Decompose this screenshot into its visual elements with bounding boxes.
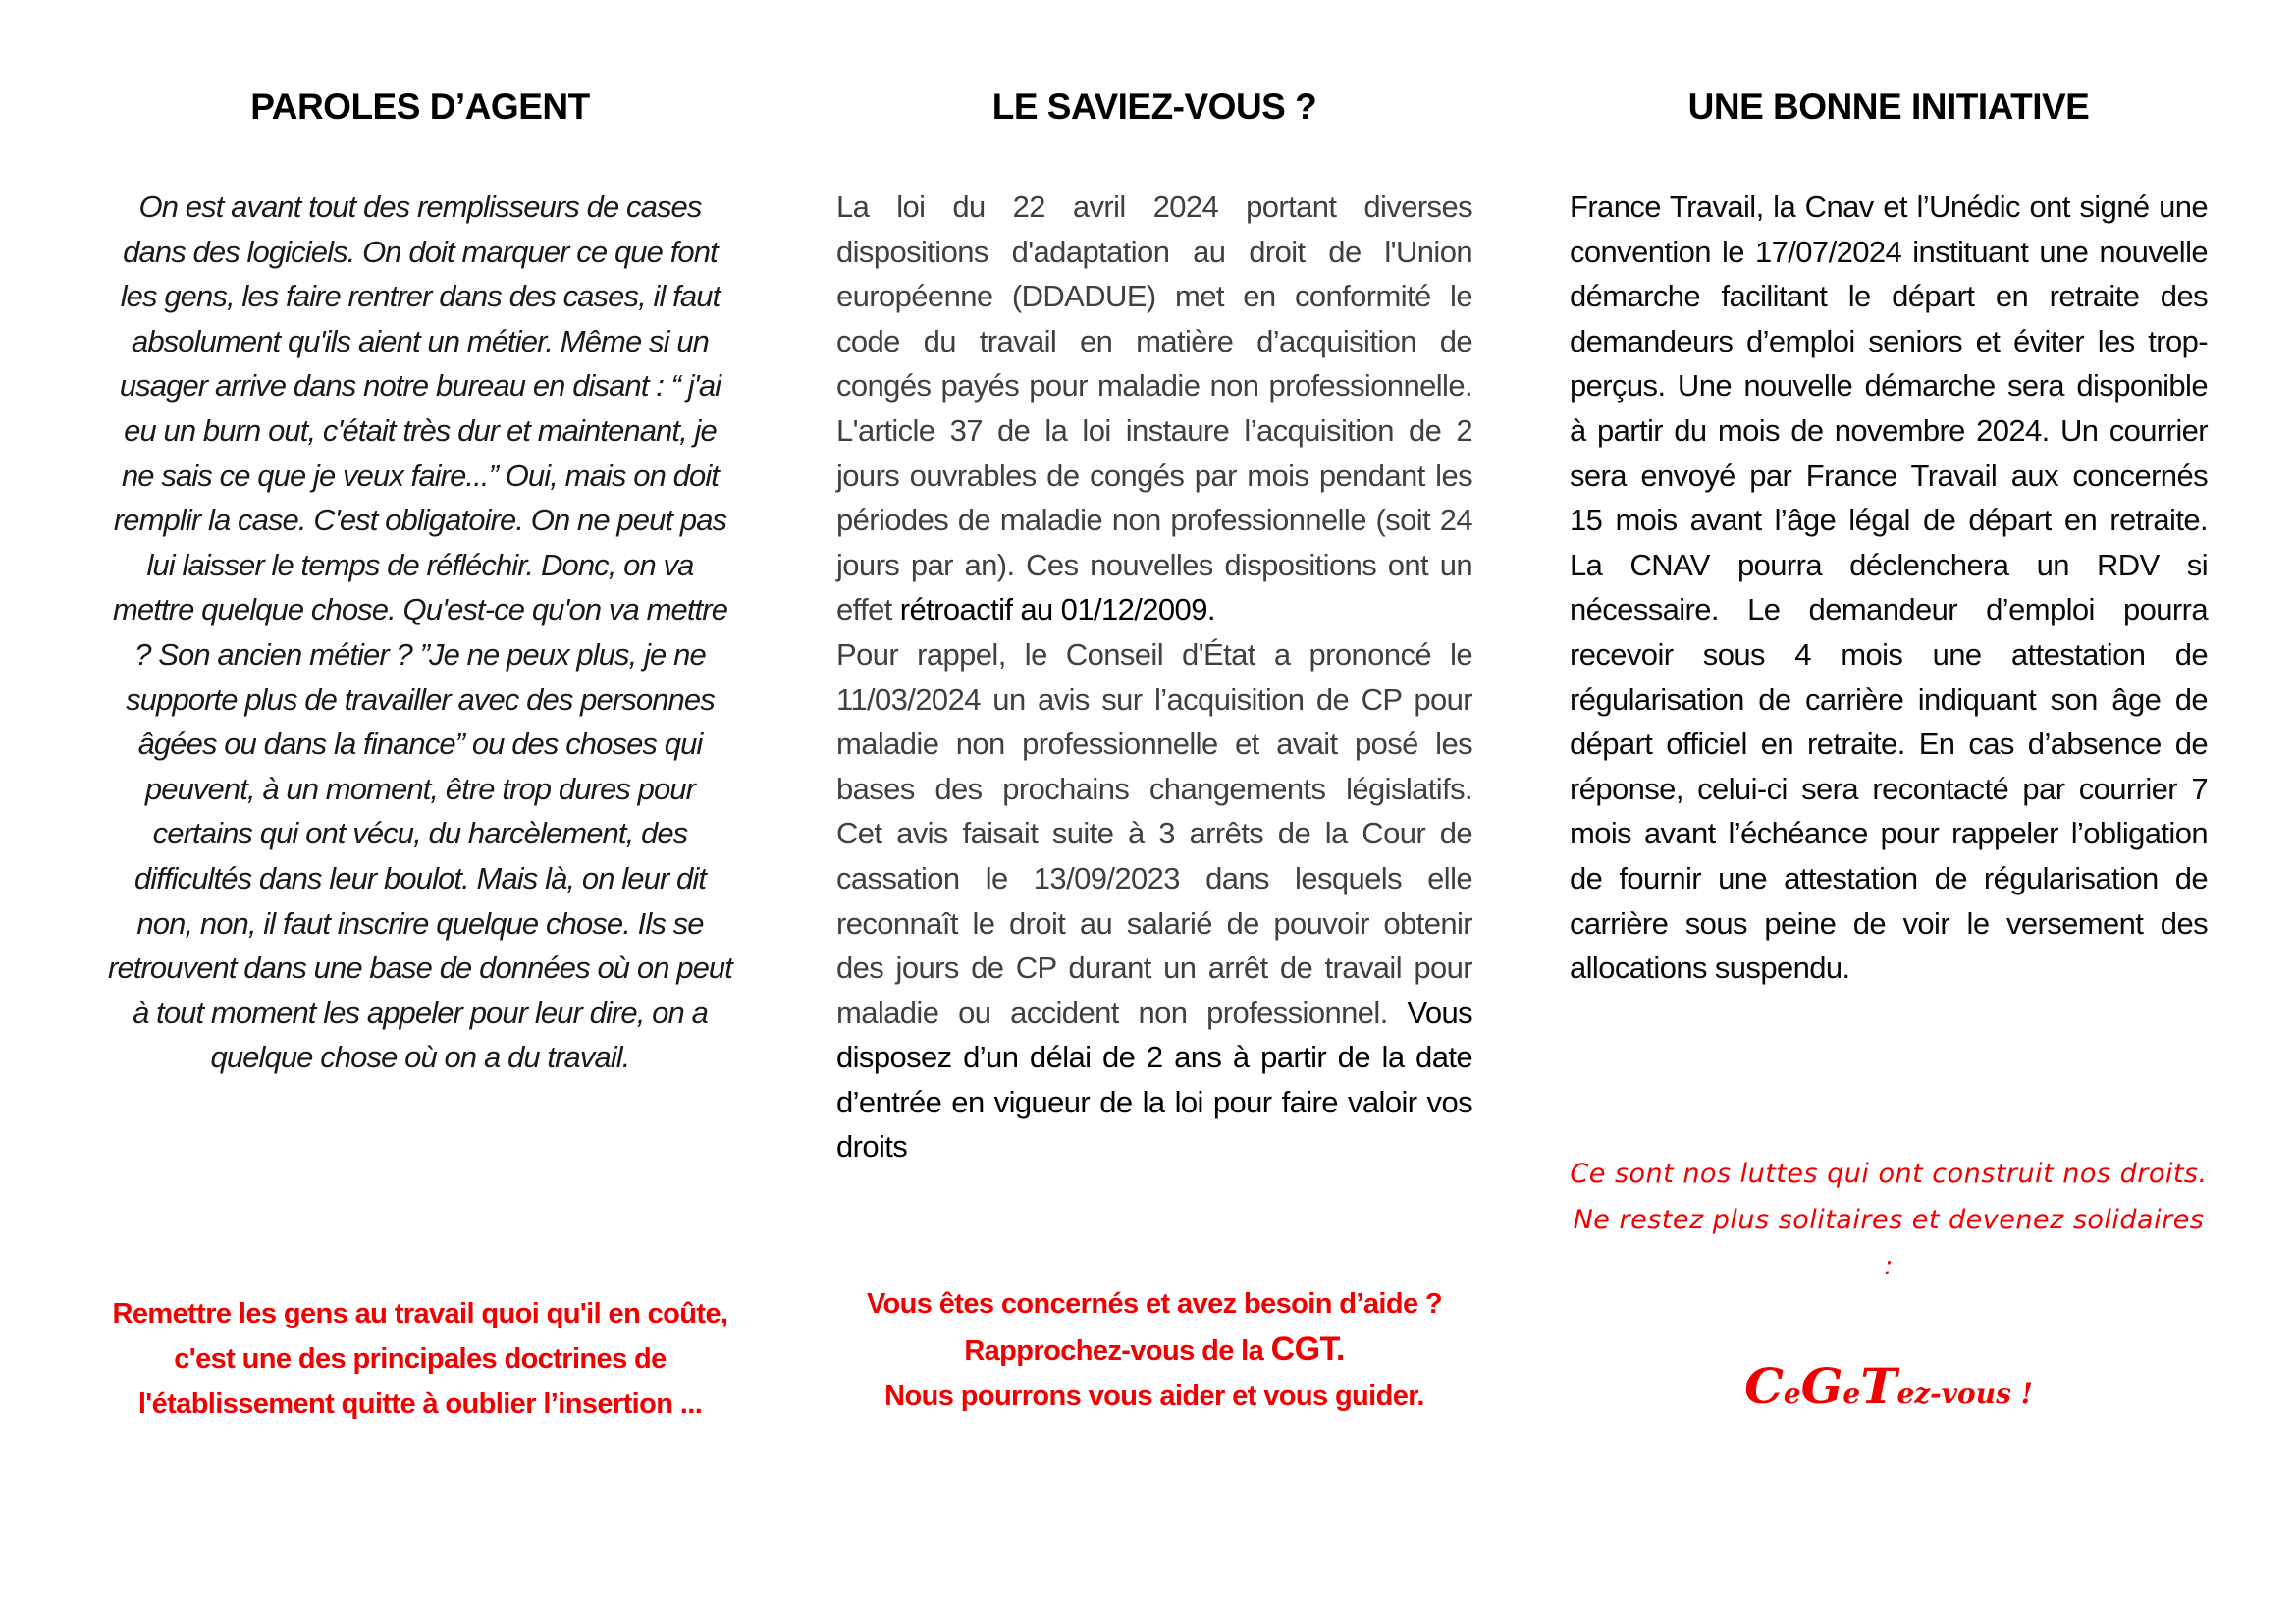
callout-text: Rapprochez-vous de la <box>964 1335 1264 1367</box>
slogan-letter: e <box>1842 1378 1861 1410</box>
section-heading: PAROLES D’AGENT <box>250 86 590 127</box>
callout-line: Ce sont nos luttes qui ont construit nos droits. <box>1570 1159 2208 1189</box>
slogan-suffix: ez-vous ! <box>1896 1378 2033 1410</box>
slogan-letter: G <box>1800 1357 1843 1415</box>
cgt-name: CGT. <box>1270 1330 1345 1368</box>
section-heading: LE SAVIEZ-VOUS ? <box>991 86 1317 127</box>
reminder-text: Pour rappel, le Conseil d'État a prononcé le 11/03/2024 un avis sur l’acquisition de CP pour maladie non professionnelle et avait posé les bases des prochains changements législatifs. Cet avis faisait suite à 3 arrêts de la Cour de cassation le 13/09/2023 dans lesquels elle reconnaît le droit au salarié de pouvoir obtenir des jours de CP durant un arrêt de travail pour maladie ou accident non professionnel. <box>836 636 1472 1030</box>
law-text: La loi du 22 avril 2024 portant diverses dispositions d'adaptation au droit de l'Union européenne (DDADUE) met en conformité le code du travail en matière d’acquisition de congés payés pour maladie non professionnelle. L'article 37 de la loi instaure l’acquisition de 2 jours ouvrables de congés par mois pendant les périodes de maladie non professionnelle (soit 24 jours par an). Ces nouvelles dispositions ont un effet <box>836 189 1472 627</box>
law-explanation <box>836 185 1472 1169</box>
callout-line: Ne restez plus solitaires et devenez solidaires : <box>1573 1205 2205 1281</box>
initiative-text: France Travail, la Cnav et l’Unédic ont signé une convention le 17/07/2024 instituant une nouvelle démarche facilitant le départ en retraite des demandeurs d’emploi seniors et éviter les trop-perçus. Une nouvelle démarche sera disponible à partir du mois de novembre 2024. Un courrier sera envoyé par France Travail aux concernés 15 mois avant l’âge légal de départ en retraite. La CNAV pourra déclenchera un RDV si nécessaire. Le demandeur d’emploi pourra recevoir sous 4 mois une attestation de régularisation de carrière indiquant son âge de départ officiel en retraite. En cas d’absence de réponse, celui-ci sera recontacté par courrier 7 mois avant l’échéance pour rappeler l’obligation de fournir une attestation de régularisation de carrière sous peine de voir le versement des allocations suspendu. <box>1570 189 2208 986</box>
callout-line: Nous pourrons vous aider et vous guider. <box>884 1380 1424 1412</box>
cgt-slogan <box>1570 1357 2208 1415</box>
callout-doctrine: Remettre les gens au travail quoi qu'il en coûte, c'est une des principales doctrines de l'établissement quitte à oublier l’insertion ... <box>112 1298 728 1420</box>
paragraph-law <box>836 185 1472 632</box>
slogan-letter: T <box>1860 1357 1897 1415</box>
callout-help <box>836 1281 1472 1419</box>
slogan-letter: e <box>1783 1378 1801 1410</box>
retroactive-date: rétroactif au 01/12/2009. <box>899 592 1215 627</box>
callout-solidarity <box>1570 1151 2208 1289</box>
agent-quote: On est avant tout des remplisseurs de cases dans des logiciels. On doit marquer ce que font les gens, les faire rentrer dans des cases, il faut absolument qu'ils aient un métier. Même si un usager arrive dans notre bureau en disant : “ j'ai eu un burn out, c'était très dur et maintenant, je ne sais ce que je veux faire...” Oui, mais on doit remplir la case. C'est obligatoire. On ne peut pas lui laisser le temps de réfléchir. Donc, on va mettre quelque chose. Qu'est-ce qu'on va mettre ? Son ancien métier ? ”Je ne peux plus, je ne supporte plus de travailler avec des personnes âgées ou dans la finance” ou des choses qui peuvent, à un moment, être trop dures pour certains qui ont vécu, du harcèlement, des difficultés dans leur boulot. Mais là, on leur dit non, non, il faut inscrire quelque chose. Ils se retrouvent dans une base de données où on peut à tout moment les appeler pour leur dire, on a quelque chose où on a du travail. <box>108 189 732 1075</box>
callout-line: Vous êtes concernés et avez besoin d’aide ? <box>866 1288 1443 1320</box>
section-heading: UNE BONNE INITIATIVE <box>1687 86 2090 127</box>
slogan-letter: C <box>1744 1357 1784 1415</box>
paragraph-reminder <box>836 632 1472 1169</box>
callout-line <box>836 1326 1472 1374</box>
deadline-text: Vous disposez d’un délai de 2 ans à partir de la date d’entrée en vigueur de la loi pour faire valoir vos droits <box>836 995 1473 1164</box>
